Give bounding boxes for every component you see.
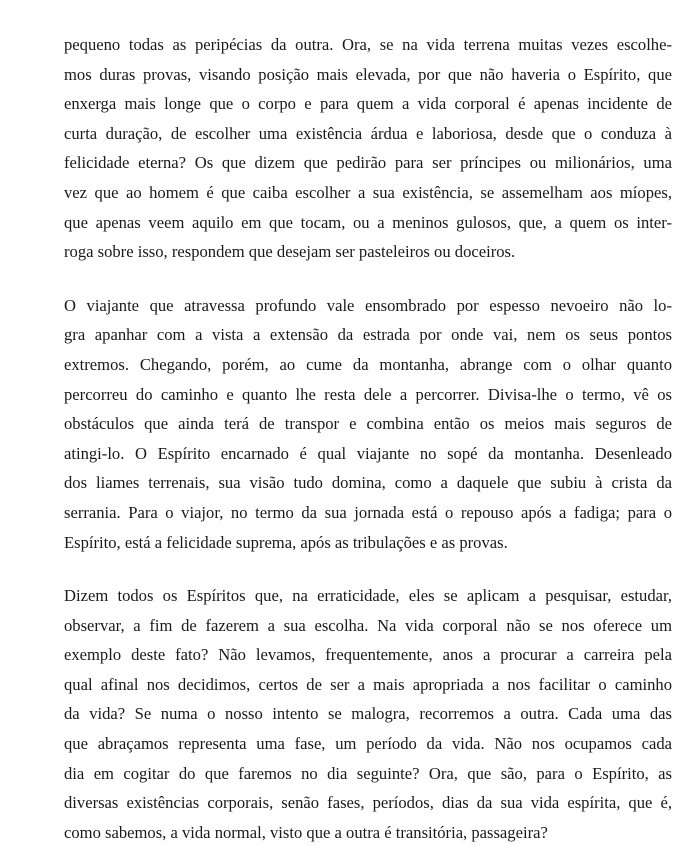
text-line: qual afinal nos decidimos, certos de ser a mais apropriada a nos facilitar o caminho xyxy=(64,674,672,694)
text-line: extremos. Chegando, porém, ao cume da montanha, abrange com o olhar quanto xyxy=(64,354,672,374)
text-line: vez que ao homem é que caiba escolher a sua existência, se assemelham aos míopes, xyxy=(64,182,672,202)
text-line: que abraçamos representa uma fase, um período da vida. Não nos ocupamos cada xyxy=(64,734,672,754)
text-line: mos duras provas, visando posição mais elevada, por que não haveria o Espírito, que xyxy=(64,64,672,84)
text-line: que apenas veem aquilo em que tocam, ou a meninos gulosos, que, a quem os inter- xyxy=(64,212,672,232)
document-page xyxy=(64,30,672,847)
text-line: dos liames terrenais, sua visão tudo domina, como a daquele que subiu à crista da xyxy=(64,473,672,493)
text-line: serrania. Para o viajor, no termo da sua jornada está o repouso após a fadiga; para o xyxy=(64,502,672,522)
text-line: obstáculos que ainda terá de transpor e combina então os meios mais seguros de xyxy=(64,414,672,434)
text-line: roga sobre isso, respondem que desejam ser pasteleiros ou doceiros. xyxy=(64,242,516,262)
text-line: da vida? Se numa o nosso intento se malogra, recorremos a outra. Cada uma das xyxy=(64,704,672,724)
text-line: O viajante que atravessa profundo vale ensombrado por espesso nevoeiro não lo- xyxy=(64,295,672,315)
text-line: dia em cogitar do que faremos no dia seguinte? Ora, que são, para o Espírito, as xyxy=(64,763,672,783)
text-line: felicidade eterna? Os que dizem que pedirão para ser príncipes ou milionários, uma xyxy=(64,153,672,173)
text-line: curta duração, de escolher uma existência árdua e laboriosa, desde que o conduza à xyxy=(64,123,672,143)
text-line: exemplo deste fato? Não levamos, frequentemente, anos a procurar a carreira pela xyxy=(64,645,672,665)
text-line: Espírito, está a felicidade suprema, após as tribulações e as provas. xyxy=(64,532,508,552)
paragraph-2 xyxy=(64,291,672,557)
text-line: diversas existências corporais, senão fases, períodos, dias da sua vida espírita, que é, xyxy=(64,793,672,813)
text-line: pequeno todas as peripécias da outra. Ora, se na vida terrena muitas vezes escolhe- xyxy=(64,35,672,54)
text-line: Dizem todos os Espíritos que, na erraticidade, eles se aplicam a pesquisar, estudar, xyxy=(64,586,672,606)
text-line: enxerga mais longe que o corpo e para quem a vida corporal é apenas incidente de xyxy=(64,94,672,114)
text-line: gra apanhar com a vista a extensão da estrada por onde vai, nem os seus pontos xyxy=(64,325,672,345)
paragraph-3 xyxy=(64,581,672,847)
text-line: como sabemos, a vida normal, visto que a outra é transitória, passageira? xyxy=(64,822,548,842)
text-line: atingi-lo. O Espírito encarnado é qual viajante no sopé da montanha. Desenleado xyxy=(64,443,672,463)
text-line: observar, a fim de fazerem a sua escolha. Na vida corporal não se nos oferece um xyxy=(64,615,672,635)
paragraph-1 xyxy=(64,30,672,267)
text-line: percorreu do caminho e quanto lhe resta dele a percorrer. Divisa-lhe o termo, vê os xyxy=(64,384,672,404)
